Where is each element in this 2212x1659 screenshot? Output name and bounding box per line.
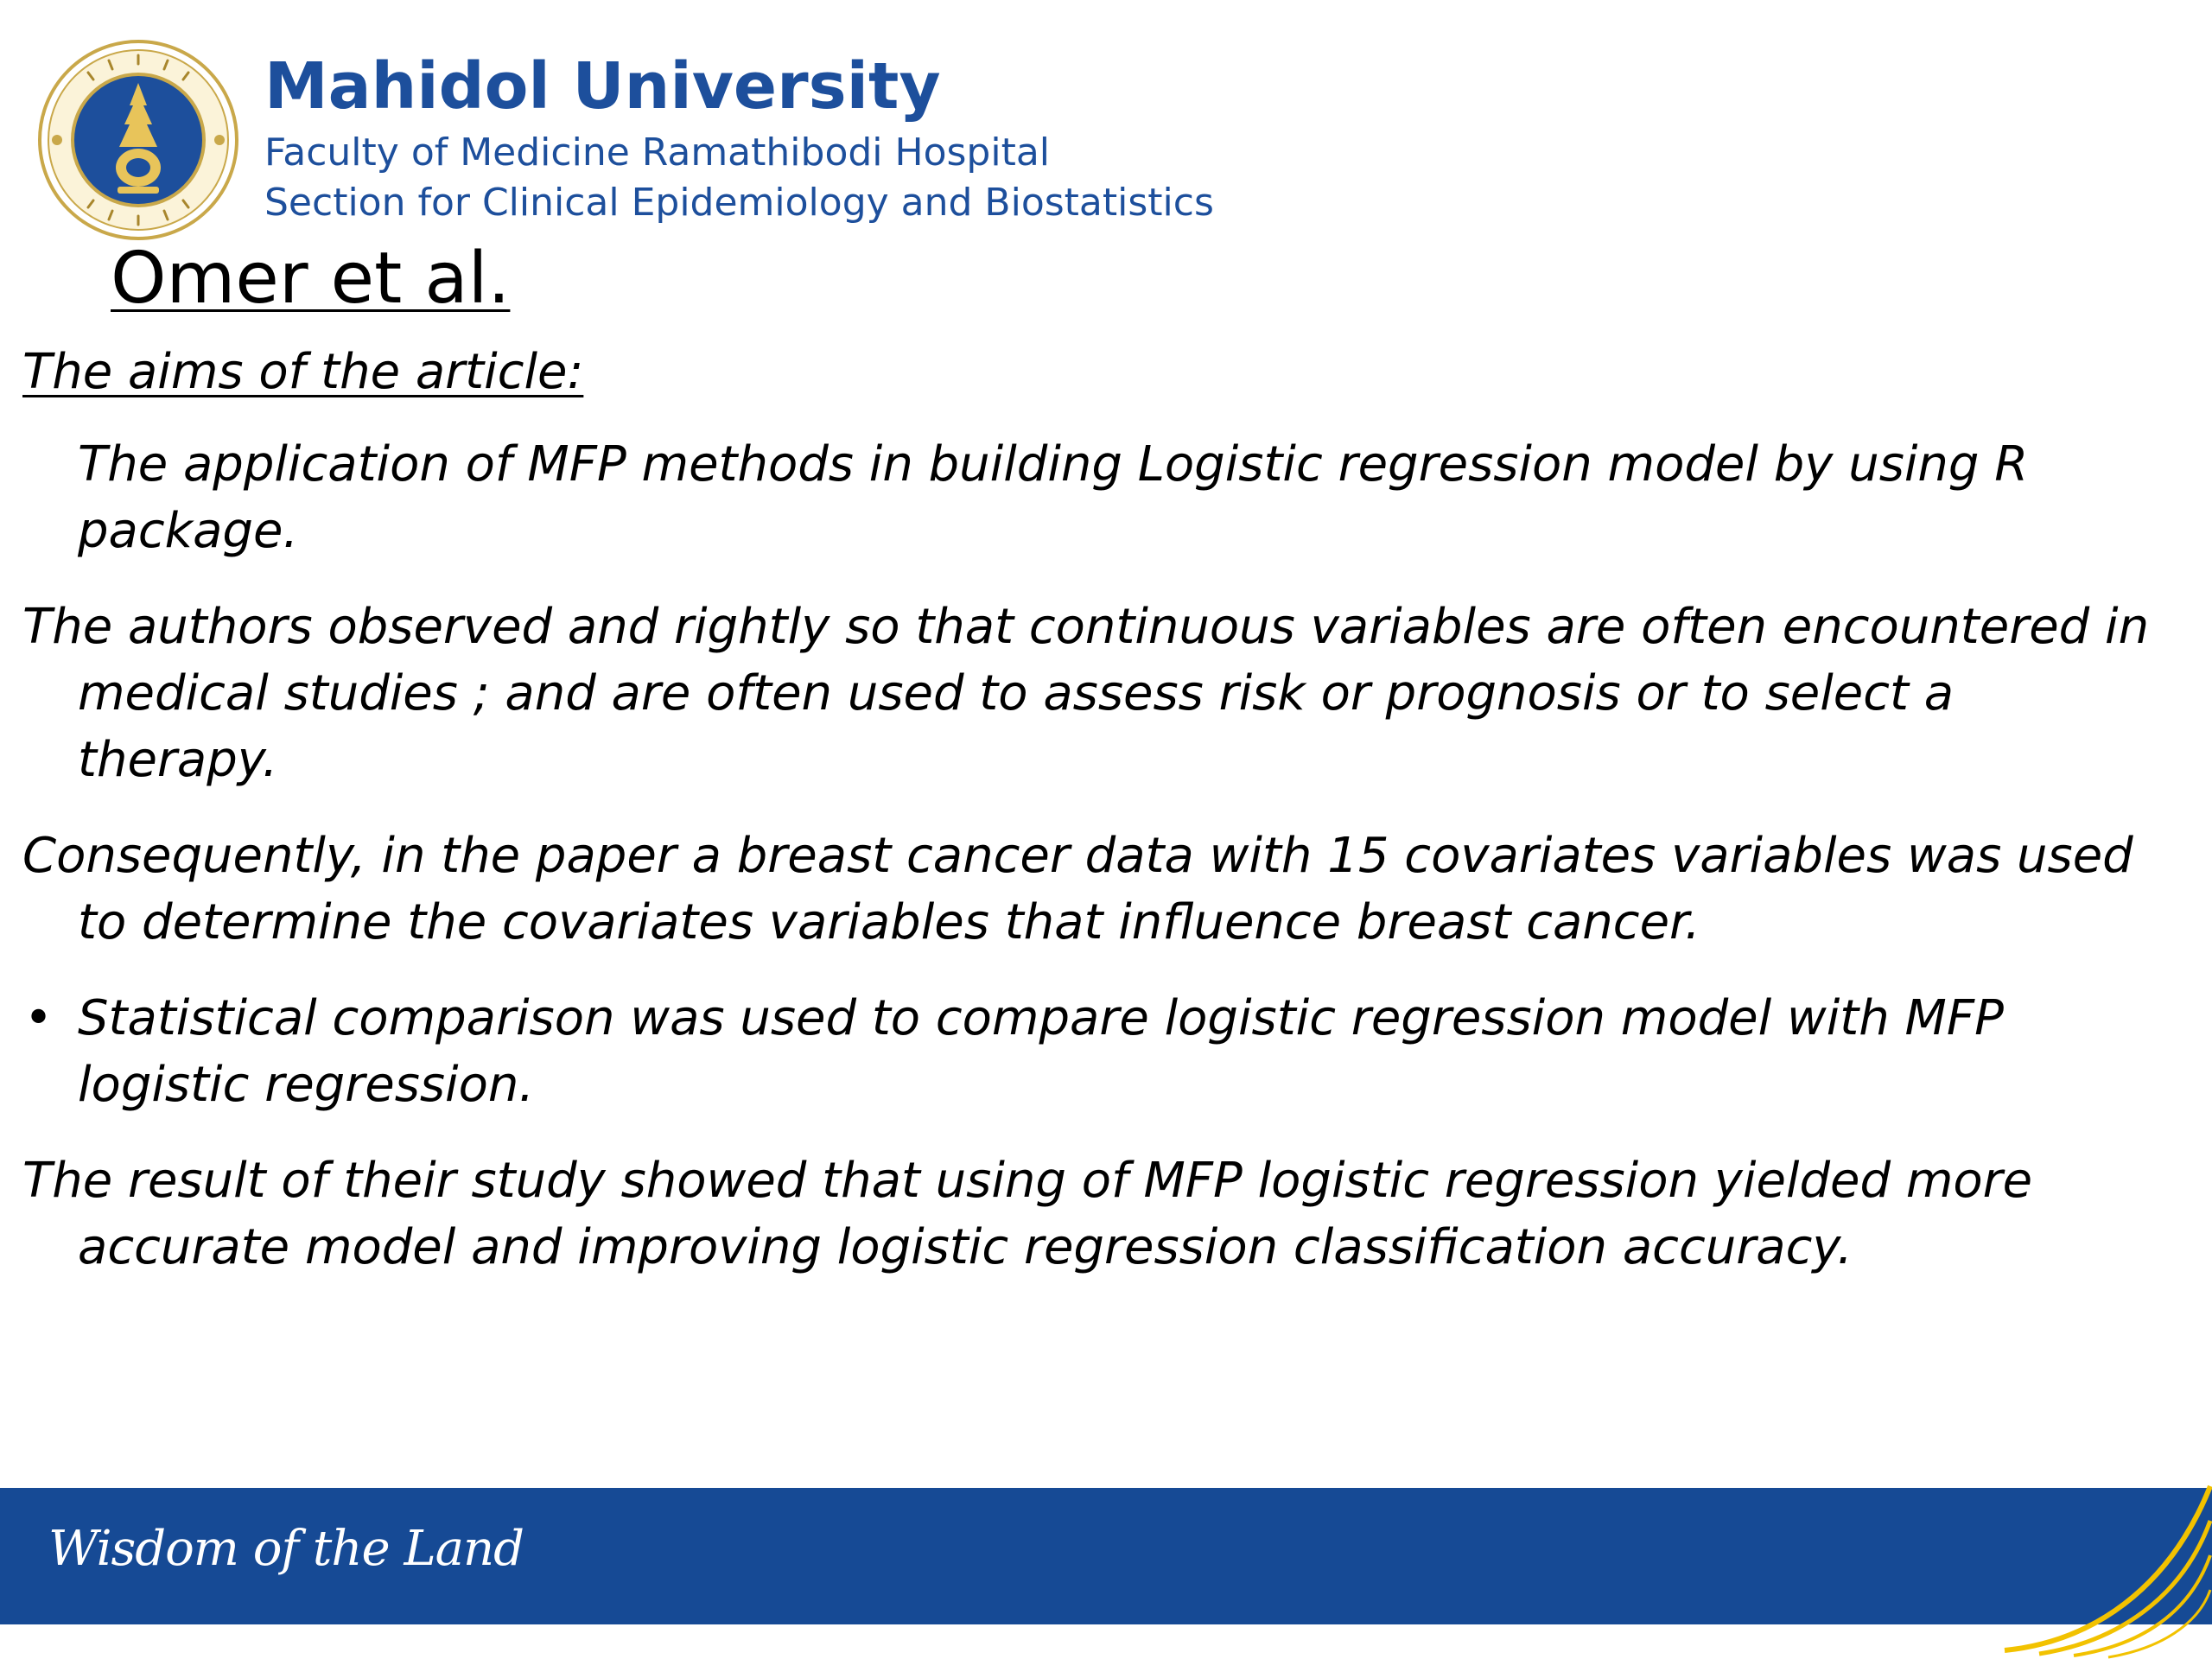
bullet-item bbox=[22, 985, 2165, 1118]
bullet-marker: • bbox=[24, 990, 54, 1046]
observation-paragraph: The authors observed and rightly so that continuous variables are often encountered in medical studies ; and are often used to assess risk or prognosis or to select a therapy. bbox=[22, 599, 2150, 788]
gold-swoosh-decoration bbox=[1987, 1469, 2212, 1659]
university-seal-logo bbox=[36, 38, 240, 242]
footer-tagline: Wisdom of the Land bbox=[48, 1521, 524, 1577]
aims-paragraph: The application of MFP methods in building Logistic regression model by using R package. bbox=[78, 436, 2029, 559]
organization-header bbox=[264, 45, 1214, 228]
slide-title: Omer et al. bbox=[111, 238, 511, 320]
section-name: Section for Clinical Epidemiology and Biostatistics bbox=[264, 181, 1214, 225]
aims-heading: The aims of the article: bbox=[22, 344, 584, 400]
result-paragraph: The result of their study showed that using of MFP logistic regression yielded more accurate model and improving logistic regression classification accuracy. bbox=[22, 1153, 2033, 1275]
faculty-name: Faculty of Medicine Ramathibodi Hospital bbox=[264, 130, 1051, 175]
organization-name: Mahidol University bbox=[264, 49, 941, 124]
slide-body bbox=[22, 339, 2165, 1310]
bullet-text: Statistical comparison was used to compare logistic regression model with MFP logistic regression. bbox=[78, 990, 2004, 1113]
footer-strip bbox=[0, 1624, 2212, 1659]
consequence-paragraph: Consequently, in the paper a breast cancer data with 15 covariates variables was used to determine the covariates variables that influence breast cancer. bbox=[22, 828, 2133, 950]
